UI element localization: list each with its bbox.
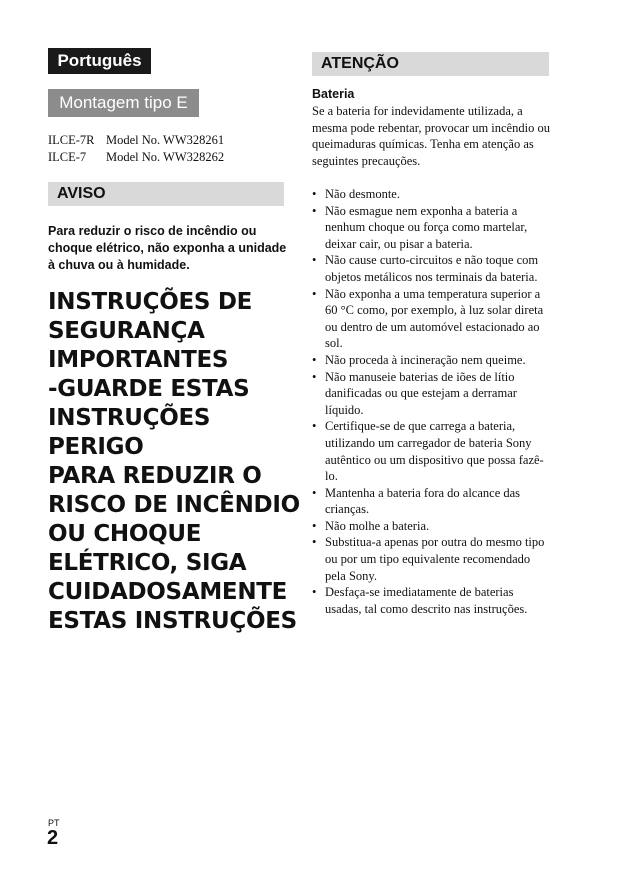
list-item: • Não proceda à incineração nem queime. bbox=[312, 352, 526, 367]
battery-subheading: Bateria bbox=[312, 87, 355, 101]
atencao-heading: ATENÇÃO bbox=[312, 52, 549, 76]
warning-line: CUIDADOSAMENTE bbox=[48, 579, 288, 605]
bullet-icon: • bbox=[312, 485, 317, 500]
list-item: • Desfaça-se imediatamente de baterias usadas, tal como descrito nas instruções. bbox=[312, 585, 528, 616]
model-list bbox=[48, 132, 288, 166]
model-row bbox=[48, 132, 288, 149]
bullet-icon: • bbox=[312, 203, 317, 218]
warning-line: RISCO DE INCÊNDIO bbox=[48, 492, 300, 518]
bullet-icon: • bbox=[312, 369, 317, 384]
bullet-icon: • bbox=[312, 187, 317, 201]
language-tab: Português bbox=[48, 48, 151, 74]
list-item: • Certifique-se de que carrega a bateria, utilizando um carregador de bateria Sony autêntico ou um dispositivo que possa fazê-lo. bbox=[312, 419, 544, 484]
model-number: Model No. WW328261 bbox=[106, 133, 225, 147]
warning-line: SEGURANÇA bbox=[48, 318, 205, 344]
bullet-icon: • bbox=[312, 286, 317, 301]
battery-intro: Se a bateria for indevidamente utilizada, a mesma pode rebentar, provocar um incêndio ou queimaduras químicas. Tenha em atenção as seguintes precauções. bbox=[312, 104, 550, 168]
safety-warning-heading bbox=[48, 288, 300, 636]
bullet-icon: • bbox=[312, 535, 317, 550]
list-item: • Não cause curto-circuitos e não toque com objetos metálicos nos terminais da bateria. bbox=[312, 253, 539, 284]
bullet-icon: • bbox=[312, 518, 317, 533]
page-number: 2 bbox=[47, 827, 59, 849]
mount-type-label: Montagem tipo E bbox=[48, 89, 199, 117]
warning-line: OU CHOQUE bbox=[48, 521, 202, 547]
warning-line: INSTRUÇÕES bbox=[48, 405, 211, 431]
model-number: Model No. WW328262 bbox=[106, 150, 225, 164]
bullet-icon: • bbox=[312, 352, 317, 367]
model-row bbox=[48, 149, 288, 166]
list-item: • Não exponha a uma temperatura superior a 60 °C como, por exemplo, à luz solar direta ou dentro de um automóvel estacionado ao sol. bbox=[312, 286, 544, 351]
list-item: • Não manuseie baterias de iões de lítio danificadas ou que estejam a derramar líquido. bbox=[312, 369, 517, 417]
warning-line: ELÉTRICO, SIGA bbox=[48, 550, 247, 576]
warning-line: PERIGO bbox=[48, 434, 144, 460]
list-item: • Não esmague nem exponha a bateria a nenhum choque ou força como martelar, deixar cair, ou pisar a bateria. bbox=[312, 203, 528, 251]
aviso-text: Para reduzir o risco de incêndio ou choque elétrico, não exponha a unidade à chuva ou à humidade. bbox=[48, 224, 287, 272]
list-item: • Não molhe a bateria. bbox=[312, 518, 430, 533]
warning-line: INSTRUÇÕES DE bbox=[48, 289, 253, 315]
bullet-icon: • bbox=[312, 253, 317, 268]
warning-line: -GUARDE ESTAS bbox=[48, 376, 250, 402]
warning-line: ESTAS INSTRUÇÕES bbox=[48, 608, 297, 634]
language-code: PT bbox=[48, 818, 60, 828]
battery-precautions-list bbox=[312, 186, 552, 617]
model-code: ILCE-7 bbox=[48, 150, 87, 164]
bullet-icon: • bbox=[312, 585, 317, 600]
aviso-heading: AVISO bbox=[48, 182, 284, 206]
list-item: • Substitua-a apenas por outra do mesmo tipo ou por um tipo equivalente recomendado pela Sony. bbox=[312, 535, 545, 583]
warning-line: PARA REDUZIR O bbox=[48, 463, 262, 489]
list-item: • Não desmonte. bbox=[312, 187, 400, 201]
list-item: • Mantenha a bateria fora do alcance das crianças. bbox=[312, 485, 521, 517]
bullet-icon: • bbox=[312, 419, 317, 434]
model-code: ILCE-7R bbox=[48, 133, 95, 147]
warning-line: IMPORTANTES bbox=[48, 347, 229, 373]
